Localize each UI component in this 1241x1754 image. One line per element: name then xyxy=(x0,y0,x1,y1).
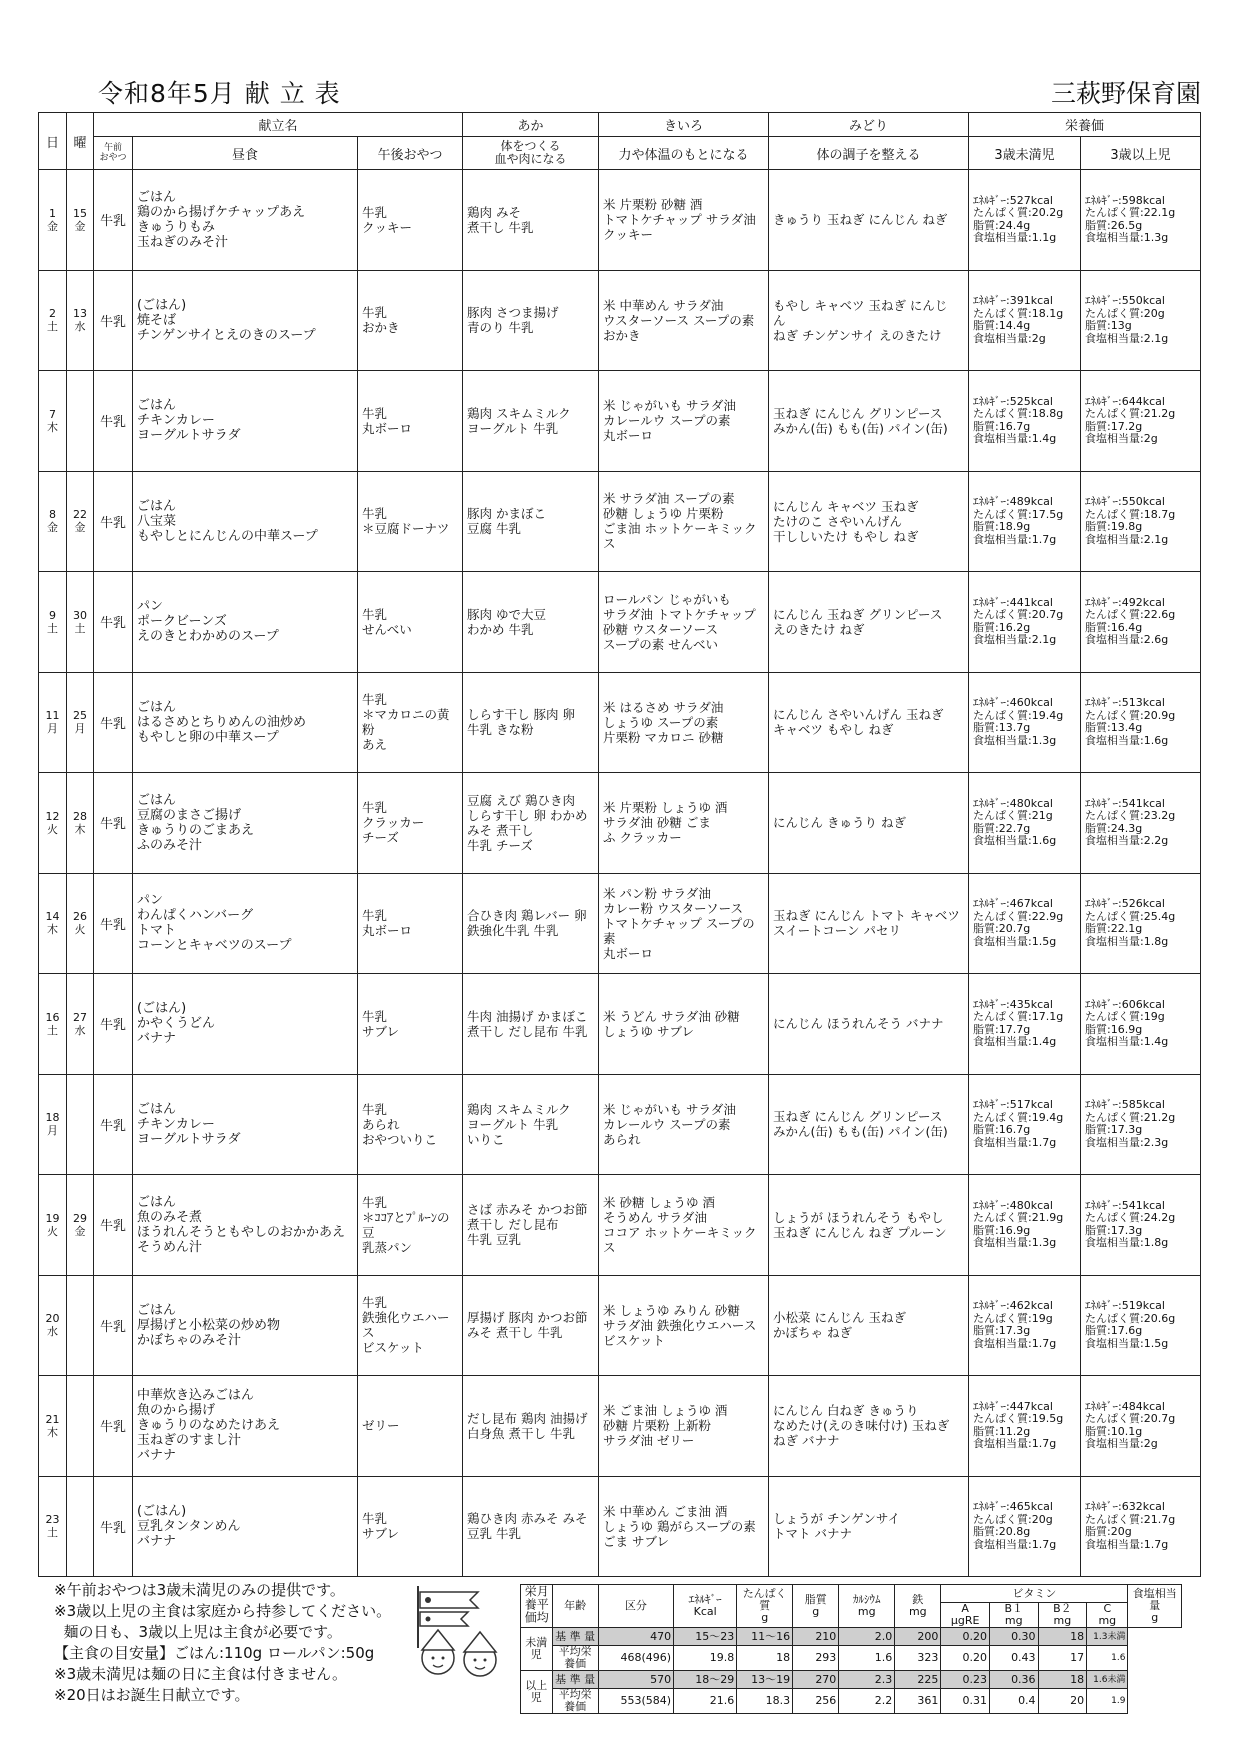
std-row xyxy=(521,1689,1182,1714)
lunch-cell: パン わんぱくハンバーグ トマト コーンとキャベツのスープ xyxy=(133,873,358,974)
col-under3: 3歳未満児 xyxy=(969,137,1081,170)
col-day: 日 xyxy=(39,113,67,170)
col-yellow: きいろ xyxy=(599,113,769,137)
pm-snack-cell: 牛乳 サブレ xyxy=(358,1476,463,1577)
am-snack-cell: 牛乳 xyxy=(94,1074,133,1175)
std-value-cell: 361 xyxy=(895,1689,941,1714)
pm-snack-cell: 牛乳 クッキー xyxy=(358,170,463,271)
std-row xyxy=(521,1671,1182,1689)
am-snack-cell: 牛乳 xyxy=(94,873,133,974)
std-value-cell: 1.6未満 xyxy=(1087,1671,1128,1689)
red-food-cell: だし昆布 鶏肉 油揚げ 白身魚 煮干し 牛乳 xyxy=(463,1376,599,1477)
std-value-cell: 21.6 xyxy=(674,1689,737,1714)
day2-cell: 27 水 xyxy=(67,974,94,1075)
nutrition-under3-cell: ｴﾈﾙｷﾞｰ:460kcal たんぱく質:19.4g 脂質:13.7g 食塩相当量:1.3g xyxy=(969,672,1081,773)
nutrition-over3-cell: ｴﾈﾙｷﾞｰ:526kcal たんぱく質:25.4g 脂質:22.1g 食塩相当量:1.8g xyxy=(1081,873,1201,974)
std-value-cell: 18 xyxy=(1038,1671,1087,1689)
menu-row xyxy=(39,1376,1201,1477)
col-pm-snack: 午後おやつ xyxy=(358,137,463,170)
menu-row xyxy=(39,572,1201,673)
std-h-vit-b2: B２ mg xyxy=(1038,1603,1087,1628)
menu-row xyxy=(39,1275,1201,1376)
std-value-cell: 20 xyxy=(1038,1689,1087,1714)
red-food-cell: 鶏肉 スキムミルク ヨーグルト 牛乳 xyxy=(463,371,599,472)
page-title: 令和8年5月 献 立 表 xyxy=(98,79,341,108)
lunch-cell: ごはん 豆腐のまさご揚げ きゅうりのごまあえ ふのみそ汁 xyxy=(133,773,358,874)
nutrition-under3-cell: ｴﾈﾙｷﾞｰ:527kcal たんぱく質:20.2g 脂質:24.4g 食塩相当量:1.1g xyxy=(969,170,1081,271)
lunch-cell: 中華炊き込みごはん 魚のから揚げ きゅうりのなめたけあえ 玉ねぎのすまし汁 バナナ xyxy=(133,1376,358,1477)
col-green-sub: 体の調子を整える xyxy=(769,137,969,170)
lunch-cell: (ごはん) 焼そば チンゲンサイとえのきのスープ xyxy=(133,270,358,371)
green-food-cell: しょうが チンゲンサイ トマト バナナ xyxy=(769,1476,969,1577)
menu-row xyxy=(39,1074,1201,1175)
std-value-cell: 468(496) xyxy=(598,1646,673,1671)
green-food-cell: にんじん キャベツ 玉ねぎ たけのこ さやいんげん 干ししいたけ もやし ねぎ xyxy=(769,471,969,572)
std-value-cell: 13～19 xyxy=(737,1671,793,1689)
std-h-age: 年齢 xyxy=(552,1585,598,1628)
nutrition-over3-cell: ｴﾈﾙｷﾞｰ:492kcal たんぱく質:22.6g 脂質:16.4g 食塩相当量:2.6g xyxy=(1081,572,1201,673)
red-food-cell: 豆腐 えび 鶏ひき肉 しらす干し 卵 わかめ みそ 煮干し 牛乳 チーズ xyxy=(463,773,599,874)
nutrition-over3-cell: ｴﾈﾙｷﾞｰ:550kcal たんぱく質:20g 脂質:13g 食塩相当量:2.1g xyxy=(1081,270,1201,371)
yellow-food-cell: 米 ごま油 しょうゆ 酒 砂糖 片栗粉 上新粉 サラダ油 ゼリー xyxy=(599,1376,769,1477)
col-lunch: 昼食 xyxy=(133,137,358,170)
menu-row xyxy=(39,1175,1201,1276)
day2-cell xyxy=(67,1476,94,1577)
day-cell: 19 火 xyxy=(39,1175,67,1276)
std-value-cell: 0.36 xyxy=(989,1671,1038,1689)
lunch-cell: パン ポークビーンズ えのきとわかめのスープ xyxy=(133,572,358,673)
day2-cell: 29 金 xyxy=(67,1175,94,1276)
menu-row xyxy=(39,1476,1201,1577)
pm-snack-cell: 牛乳 ＊豆腐ドーナツ xyxy=(358,471,463,572)
std-value-cell: 0.43 xyxy=(989,1646,1038,1671)
pm-snack-cell: 牛乳 あられ おやついりこ xyxy=(358,1074,463,1175)
col-menu-name: 献立名 xyxy=(94,113,463,137)
std-row xyxy=(521,1628,1182,1646)
menu-row xyxy=(39,672,1201,773)
nutrition-under3-cell: ｴﾈﾙｷﾞｰ:391kcal たんぱく質:18.1g 脂質:14.4g 食塩相当量:2g xyxy=(969,270,1081,371)
menu-row xyxy=(39,170,1201,271)
std-value-cell: 0.31 xyxy=(941,1689,990,1714)
std-value-cell: 0.20 xyxy=(941,1646,990,1671)
koinobori-children-illustration xyxy=(400,1578,515,1688)
std-kubun-cell: 基 準 量 xyxy=(552,1671,598,1689)
nutrition-under3-cell: ｴﾈﾙｷﾞｰ:517kcal たんぱく質:19.4g 脂質:16.7g 食塩相当量:1.7g xyxy=(969,1074,1081,1175)
notes xyxy=(54,1580,391,1706)
col-red: あか xyxy=(463,113,599,137)
day-cell: 11 月 xyxy=(39,672,67,773)
day-cell: 23 土 xyxy=(39,1476,67,1577)
lunch-cell: (ごはん) かやくうどん バナナ xyxy=(133,974,358,1075)
note-line: 麺の日も、3歳以上児は主食が必要です。 xyxy=(54,1623,342,1641)
green-food-cell: 小松菜 にんじん 玉ねぎ かぼちゃ ねぎ xyxy=(769,1275,969,1376)
menu-row xyxy=(39,371,1201,472)
green-food-cell: きゅうり 玉ねぎ にんじん ねぎ xyxy=(769,170,969,271)
nutrition-over3-cell: ｴﾈﾙｷﾞｰ:598kcal たんぱく質:22.1g 脂質:26.5g 食塩相当量:1.3g xyxy=(1081,170,1201,271)
std-value-cell: 18 xyxy=(1038,1628,1087,1646)
std-value-cell: 2.2 xyxy=(839,1689,895,1714)
lunch-cell: ごはん 八宝菜 もやしとにんじんの中華スープ xyxy=(133,471,358,572)
day-cell: 1 金 xyxy=(39,170,67,271)
std-kubun-cell: 平均栄養価 xyxy=(552,1646,598,1671)
day2-cell: 30 土 xyxy=(67,572,94,673)
lunch-cell: ごはん 厚揚げと小松菜の炒め物 かぼちゃのみそ汁 xyxy=(133,1275,358,1376)
std-value-cell: 200 xyxy=(895,1628,941,1646)
lunch-cell: ごはん チキンカレー ヨーグルトサラダ xyxy=(133,371,358,472)
am-snack-cell: 牛乳 xyxy=(94,974,133,1075)
pm-snack-cell: 牛乳 クラッカー チーズ xyxy=(358,773,463,874)
nutrition-under3-cell: ｴﾈﾙｷﾞｰ:480kcal たんぱく質:21g 脂質:22.7g 食塩相当量:1.6g xyxy=(969,773,1081,874)
red-food-cell: 鶏ひき肉 赤みそ みそ 豆乳 牛乳 xyxy=(463,1476,599,1577)
std-h-protein: たんぱく質 g xyxy=(737,1585,793,1628)
nutrition-under3-cell: ｴﾈﾙｷﾞｰ:467kcal たんぱく質:22.9g 脂質:20.7g 食塩相当量:1.5g xyxy=(969,873,1081,974)
col-am-snack: 午前 おやつ xyxy=(94,137,133,170)
day-cell: 21 木 xyxy=(39,1376,67,1477)
am-snack-cell: 牛乳 xyxy=(94,270,133,371)
day-cell: 20 水 xyxy=(39,1275,67,1376)
day-cell: 7 木 xyxy=(39,371,67,472)
std-h-kubun: 区分 xyxy=(598,1585,673,1628)
lunch-cell: ごはん 鶏のから揚げケチャップあえ きゅうりもみ 玉ねぎのみそ汁 xyxy=(133,170,358,271)
green-food-cell: 玉ねぎ にんじん トマト キャベツ スイートコーン パセリ xyxy=(769,873,969,974)
yellow-food-cell: 米 中華めん サラダ油 ウスターソース スープの素 おかき xyxy=(599,270,769,371)
green-food-cell: にんじん きゅうり ねぎ xyxy=(769,773,969,874)
red-food-cell: 鶏肉 スキムミルク ヨーグルト 牛乳 いりこ xyxy=(463,1074,599,1175)
menu-row xyxy=(39,471,1201,572)
std-value-cell: 18 xyxy=(737,1646,793,1671)
day2-cell: 26 火 xyxy=(67,873,94,974)
green-food-cell: にんじん 白ねぎ きゅうり なめたけ(えのき味付け) 玉ねぎ ねぎ バナナ xyxy=(769,1376,969,1477)
day2-cell: 22 金 xyxy=(67,471,94,572)
std-value-cell: 18.3 xyxy=(737,1689,793,1714)
std-kubun-cell: 平均栄養価 xyxy=(552,1689,598,1714)
day2-cell: 25 月 xyxy=(67,672,94,773)
std-value-cell: 256 xyxy=(793,1689,839,1714)
menu-row xyxy=(39,270,1201,371)
std-value-cell: 19.8 xyxy=(674,1646,737,1671)
std-value-cell: 17 xyxy=(1038,1646,1087,1671)
lunch-cell: ごはん チキンカレー ヨーグルトサラダ xyxy=(133,1074,358,1175)
lunch-cell: ごはん はるさめとちりめんの油炒め もやしと卵の中華スープ xyxy=(133,672,358,773)
std-h-vitamin: ビタミン xyxy=(941,1585,1128,1603)
yellow-food-cell: 米 パン粉 サラダ油 カレー粉 ウスターソース トマトケチャップ スープの素 丸ボーロ xyxy=(599,873,769,974)
yellow-food-cell: 米 はるさめ サラダ油 しょうゆ スープの素 片栗粉 マカロニ 砂糖 xyxy=(599,672,769,773)
std-value-cell: 15～23 xyxy=(674,1628,737,1646)
nutrition-over3-cell: ｴﾈﾙｷﾞｰ:585kcal たんぱく質:21.2g 脂質:17.3g 食塩相当量:2.3g xyxy=(1081,1074,1201,1175)
std-age-cell: 以上児 xyxy=(521,1671,553,1714)
std-value-cell: 1.9 xyxy=(1087,1689,1128,1714)
std-value-cell: 0.23 xyxy=(941,1671,990,1689)
col-nutrition: 栄養価 xyxy=(969,113,1201,137)
col-red-sub: 体をつくる 血や肉になる xyxy=(463,137,599,170)
nutrition-over3-cell: ｴﾈﾙｷﾞｰ:644kcal たんぱく質:21.2g 脂質:17.2g 食塩相当量:2g xyxy=(1081,371,1201,472)
monthly-nutrition-table xyxy=(520,1584,1182,1714)
yellow-food-cell: ロールパン じゃがいも サラダ油 トマトケチャップ 砂糖 ウスターソース スープの素 せんべい xyxy=(599,572,769,673)
green-food-cell: 玉ねぎ にんじん グリンピース みかん(缶) もも(缶) パイン(缶) xyxy=(769,371,969,472)
day2-cell: 15 金 xyxy=(67,170,94,271)
day2-cell xyxy=(67,1074,94,1175)
am-snack-cell: 牛乳 xyxy=(94,672,133,773)
yellow-food-cell: 米 中華めん ごま油 酒 しょうゆ 鶏がらスープの素 ごま サブレ xyxy=(599,1476,769,1577)
day2-cell xyxy=(67,1275,94,1376)
green-food-cell: しょうが ほうれんそう もやし 玉ねぎ にんじん ねぎ プルーン xyxy=(769,1175,969,1276)
std-h-vit-b1: B１ mg xyxy=(989,1603,1038,1628)
day2-cell xyxy=(67,371,94,472)
yellow-food-cell: 米 しょうゆ みりん 砂糖 サラダ油 鉄強化ウエハース ビスケット xyxy=(599,1275,769,1376)
std-value-cell: 225 xyxy=(895,1671,941,1689)
col-over3: 3歳以上児 xyxy=(1081,137,1201,170)
pm-snack-cell: 牛乳 ＊マカロニの黄粉 あえ xyxy=(358,672,463,773)
green-food-cell: もやし キャベツ 玉ねぎ にんじ ん ねぎ チンゲンサイ えのきたけ xyxy=(769,270,969,371)
pm-snack-cell: 牛乳 せんべい xyxy=(358,572,463,673)
lunch-cell: ごはん 魚のみそ煮 ほうれんそうともやしのおかかあえ そうめん汁 xyxy=(133,1175,358,1276)
nutrition-under3-cell: ｴﾈﾙｷﾞｰ:465kcal たんぱく質:20g 脂質:20.8g 食塩相当量:1.7g xyxy=(969,1476,1081,1577)
nutrition-over3-cell: ｴﾈﾙｷﾞｰ:513kcal たんぱく質:20.9g 脂質:13.4g 食塩相当量:1.6g xyxy=(1081,672,1201,773)
std-value-cell: 0.4 xyxy=(989,1689,1038,1714)
std-value-cell: 293 xyxy=(793,1646,839,1671)
school-name: 三萩野保育園 xyxy=(1050,79,1201,108)
pm-snack-cell: 牛乳 サブレ xyxy=(358,974,463,1075)
std-h-vit-c: C mg xyxy=(1087,1603,1128,1628)
day2-cell: 13 水 xyxy=(67,270,94,371)
red-food-cell: 豚肉 さつま揚げ 青のり 牛乳 xyxy=(463,270,599,371)
yellow-food-cell: 米 砂糖 しょうゆ 酒 そうめん サラダ油 ココア ホットケーキミックス xyxy=(599,1175,769,1276)
day-cell: 18 月 xyxy=(39,1074,67,1175)
nutrition-under3-cell: ｴﾈﾙｷﾞｰ:462kcal たんぱく質:19g 脂質:17.3g 食塩相当量:1.7g xyxy=(969,1275,1081,1376)
std-age-cell: 未満児 xyxy=(521,1628,553,1671)
std-value-cell: 2.3 xyxy=(839,1671,895,1689)
pm-snack-cell: 牛乳 丸ボーロ xyxy=(358,873,463,974)
std-h-calcium: ｶﾙｼｳﾑ mg xyxy=(839,1585,895,1628)
yellow-food-cell: 米 じゃがいも サラダ油 カレールウ スープの素 あられ xyxy=(599,1074,769,1175)
std-value-cell: 470 xyxy=(598,1628,673,1646)
std-side-label: 月平均栄養価 xyxy=(521,1585,553,1628)
col-weekday: 曜 xyxy=(67,113,94,170)
menu-table xyxy=(38,112,1201,1577)
yellow-food-cell: 米 じゃがいも サラダ油 カレールウ スープの素 丸ボーロ xyxy=(599,371,769,472)
pm-snack-cell: ゼリー xyxy=(358,1376,463,1477)
col-yellow-sub: 力や体温のもとになる xyxy=(599,137,769,170)
nutrition-over3-cell: ｴﾈﾙｷﾞｰ:550kcal たんぱく質:18.7g 脂質:19.8g 食塩相当量:2.1g xyxy=(1081,471,1201,572)
day2-cell: 28 木 xyxy=(67,773,94,874)
day-cell: 9 土 xyxy=(39,572,67,673)
red-food-cell: 豚肉 かまぼこ 豆腐 牛乳 xyxy=(463,471,599,572)
day-cell: 8 金 xyxy=(39,471,67,572)
am-snack-cell: 牛乳 xyxy=(94,773,133,874)
nutrition-over3-cell: ｴﾈﾙｷﾞｰ:632kcal たんぱく質:21.7g 脂質:20g 食塩相当量:1.7g xyxy=(1081,1476,1201,1577)
menu-row xyxy=(39,773,1201,874)
std-row xyxy=(521,1646,1182,1671)
red-food-cell: 厚揚げ 豚肉 かつお節 みそ 煮干し 牛乳 xyxy=(463,1275,599,1376)
green-food-cell: にんじん さやいんげん 玉ねぎ キャベツ もやし ねぎ xyxy=(769,672,969,773)
green-food-cell: にんじん ほうれんそう バナナ xyxy=(769,974,969,1075)
day-cell: 12 火 xyxy=(39,773,67,874)
std-h-iron: 鉄 mg xyxy=(895,1585,941,1628)
std-h-energy: ｴﾈﾙｷﾞｰ Kcal xyxy=(674,1585,737,1628)
std-value-cell: 210 xyxy=(793,1628,839,1646)
note-line: ※午前おやつは3歳未満児のみの提供です。 xyxy=(54,1581,345,1599)
std-value-cell: 1.6 xyxy=(1087,1646,1128,1671)
note-line: ※3歳未満児は麺の日に主食は付きません。 xyxy=(54,1665,348,1683)
day-cell: 16 土 xyxy=(39,974,67,1075)
day2-cell xyxy=(67,1376,94,1477)
pm-snack-cell: 牛乳 丸ボーロ xyxy=(358,371,463,472)
note-line: 【主食の目安量】ごはん:110g ロールパン:50g xyxy=(54,1644,375,1662)
red-food-cell: さば 赤みそ かつお節 煮干し だし昆布 牛乳 豆乳 xyxy=(463,1175,599,1276)
nutrition-over3-cell: ｴﾈﾙｷﾞｰ:606kcal たんぱく質:19g 脂質:16.9g 食塩相当量:1.4g xyxy=(1081,974,1201,1075)
green-food-cell: 玉ねぎ にんじん グリンピース みかん(缶) もも(缶) パイン(缶) xyxy=(769,1074,969,1175)
nutrition-over3-cell: ｴﾈﾙｷﾞｰ:541kcal たんぱく質:24.2g 脂質:17.3g 食塩相当量:1.8g xyxy=(1081,1175,1201,1276)
std-value-cell: 0.30 xyxy=(989,1628,1038,1646)
day-cell: 2 土 xyxy=(39,270,67,371)
nutrition-under3-cell: ｴﾈﾙｷﾞｰ:441kcal たんぱく質:20.7g 脂質:16.2g 食塩相当量:2.1g xyxy=(969,572,1081,673)
nutrition-under3-cell: ｴﾈﾙｷﾞｰ:525kcal たんぱく質:18.8g 脂質:16.7g 食塩相当量:1.4g xyxy=(969,371,1081,472)
menu-row xyxy=(39,873,1201,974)
std-h-salt: 食塩相当量 g xyxy=(1128,1585,1182,1628)
nutrition-over3-cell: ｴﾈﾙｷﾞｰ:484kcal たんぱく質:20.7g 脂質:10.1g 食塩相当量:2g xyxy=(1081,1376,1201,1477)
am-snack-cell: 牛乳 xyxy=(94,471,133,572)
red-food-cell: しらす干し 豚肉 卵 牛乳 きな粉 xyxy=(463,672,599,773)
pm-snack-cell: 牛乳 鉄強化ウエハース ビスケット xyxy=(358,1275,463,1376)
yellow-food-cell: 米 うどん サラダ油 砂糖 しょうゆ サブレ xyxy=(599,974,769,1075)
am-snack-cell: 牛乳 xyxy=(94,371,133,472)
red-food-cell: 鶏肉 みそ 煮干し 牛乳 xyxy=(463,170,599,271)
pm-snack-cell: 牛乳 ＊ｺｺｱとﾌﾟﾙｰﾝの豆 乳蒸パン xyxy=(358,1175,463,1276)
nutrition-over3-cell: ｴﾈﾙｷﾞｰ:519kcal たんぱく質:20.6g 脂質:17.6g 食塩相当量:1.5g xyxy=(1081,1275,1201,1376)
am-snack-cell: 牛乳 xyxy=(94,1175,133,1276)
nutrition-under3-cell: ｴﾈﾙｷﾞｰ:435kcal たんぱく質:17.1g 脂質:17.7g 食塩相当量:1.4g xyxy=(969,974,1081,1075)
green-food-cell: にんじん 玉ねぎ グリンピース えのきたけ ねぎ xyxy=(769,572,969,673)
am-snack-cell: 牛乳 xyxy=(94,170,133,271)
red-food-cell: 合ひき肉 鶏レバー 卵 鉄強化牛乳 牛乳 xyxy=(463,873,599,974)
note-line: ※20日はお誕生日献立です。 xyxy=(54,1686,250,1704)
std-value-cell: 553(584) xyxy=(598,1689,673,1714)
pm-snack-cell: 牛乳 おかき xyxy=(358,270,463,371)
am-snack-cell: 牛乳 xyxy=(94,1376,133,1477)
note-line: ※3歳以上児の主食は家庭から持参してください。 xyxy=(54,1602,392,1620)
menu-row xyxy=(39,974,1201,1075)
day-cell: 14 木 xyxy=(39,873,67,974)
std-value-cell: 11～16 xyxy=(737,1628,793,1646)
yellow-food-cell: 米 片栗粉 砂糖 酒 トマトケチャップ サラダ油 クッキー xyxy=(599,170,769,271)
am-snack-cell: 牛乳 xyxy=(94,1476,133,1577)
nutrition-under3-cell: ｴﾈﾙｷﾞｰ:489kcal たんぱく質:17.5g 脂質:18.9g 食塩相当量:1.7g xyxy=(969,471,1081,572)
std-value-cell: 270 xyxy=(793,1671,839,1689)
std-value-cell: 0.20 xyxy=(941,1628,990,1646)
std-value-cell: 570 xyxy=(598,1671,673,1689)
yellow-food-cell: 米 片栗粉 しょうゆ 酒 サラダ油 砂糖 ごま ふ クラッカー xyxy=(599,773,769,874)
red-food-cell: 牛肉 油揚げ かまぼこ 煮干し だし昆布 牛乳 xyxy=(463,974,599,1075)
std-value-cell: 323 xyxy=(895,1646,941,1671)
std-value-cell: 18～29 xyxy=(674,1671,737,1689)
std-h-vit-a: A μgRE xyxy=(941,1603,990,1628)
col-green: みどり xyxy=(769,113,969,137)
red-food-cell: 豚肉 ゆで大豆 わかめ 牛乳 xyxy=(463,572,599,673)
nutrition-under3-cell: ｴﾈﾙｷﾞｰ:480kcal たんぱく質:21.9g 脂質:16.9g 食塩相当量:1.3g xyxy=(969,1175,1081,1276)
std-h-fat: 脂質 g xyxy=(793,1585,839,1628)
std-value-cell: 1.6 xyxy=(839,1646,895,1671)
am-snack-cell: 牛乳 xyxy=(94,572,133,673)
std-value-cell: 1.3未満 xyxy=(1087,1628,1128,1646)
yellow-food-cell: 米 サラダ油 スープの素 砂糖 しょうゆ 片栗粉 ごま油 ホットケーキミックス xyxy=(599,471,769,572)
am-snack-cell: 牛乳 xyxy=(94,1275,133,1376)
nutrition-under3-cell: ｴﾈﾙｷﾞｰ:447kcal たんぱく質:19.5g 脂質:11.2g 食塩相当量:1.7g xyxy=(969,1376,1081,1477)
nutrition-over3-cell: ｴﾈﾙｷﾞｰ:541kcal たんぱく質:23.2g 脂質:24.3g 食塩相当量:2.2g xyxy=(1081,773,1201,874)
std-value-cell: 2.0 xyxy=(839,1628,895,1646)
std-kubun-cell: 基 準 量 xyxy=(552,1628,598,1646)
lunch-cell: (ごはん) 豆乳タンタンめん バナナ xyxy=(133,1476,358,1577)
